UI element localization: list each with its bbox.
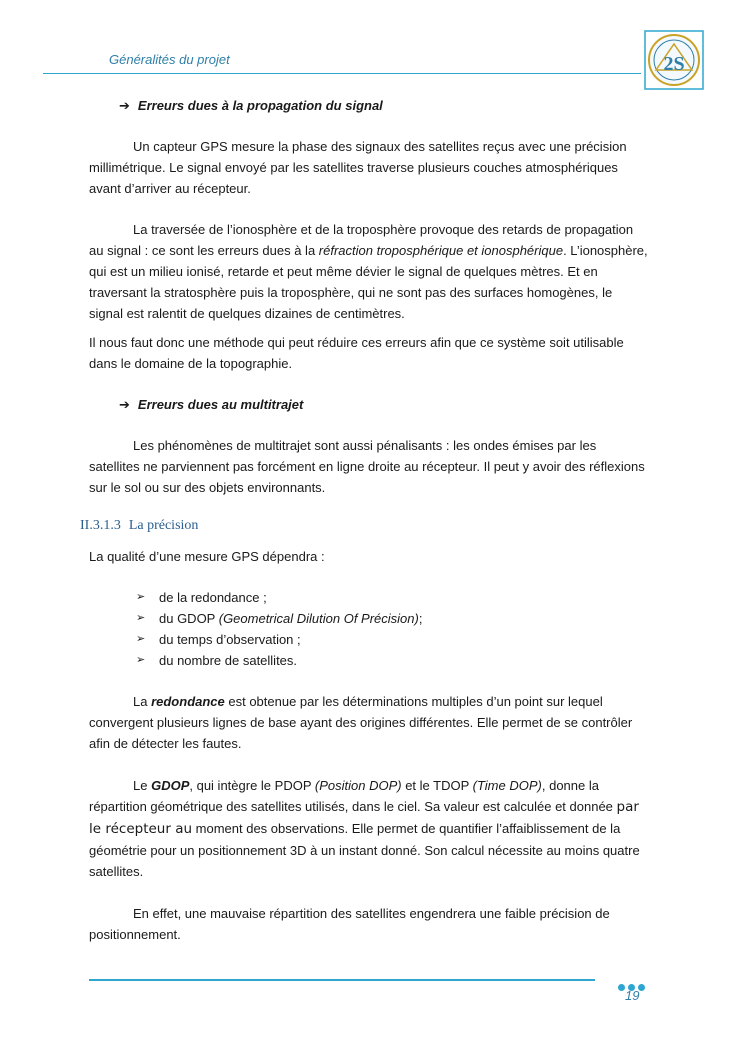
list-item: ➢ du temps d’observation ; xyxy=(136,629,422,650)
paragraph-quality: La qualité d’une mesure GPS dépendra : xyxy=(89,549,325,564)
precision-factors-list xyxy=(136,587,422,671)
paragraph-method: Il nous faut donc une méthode qui peut réduire ces erreurs afin que ce système soit utilisable dans le domaine de la topographie. xyxy=(89,335,624,371)
arrowhead-bullet-icon: ➢ xyxy=(136,591,146,603)
header-rule xyxy=(43,73,641,74)
institution-logo xyxy=(644,30,704,90)
logo-text: 2S xyxy=(663,53,685,75)
paragraph-gdop: Le GDOP, qui intègre le PDOP (Position DOP) et le TDOP (Time DOP), donne la répartition géométrique des satellites utilisés, dans le ciel. Sa valeur est calculée et donnée par le récepteur au moment des observations. Elle permet de quantifier l’affaiblissement de la géométrie pour un positionnement 3D à un instant donné. Son calcul nécessite au moins quatre satellites. xyxy=(89,778,640,879)
paragraph-repartition: En effet, une mauvaise répartition des satellites engendrera une faible précision de positionnement. xyxy=(89,906,610,942)
paragraph-ionosphere: La traversée de l’ionosphère et de la troposphère provoque des retards de propagation au signal : ce sont les erreurs dues à la réfraction troposphérique et ionosphérique. L’ionosphère, qui est un milieu ionisé, retarde et peut même dévier le signal de quelques mètres. Et en traversant la stratosphère puis la troposphère, qui ne sont pas des surfaces homogènes, le signal est ralentit de quelques dizaines de centimètres. xyxy=(89,222,648,321)
arrow-right-icon: ➔ xyxy=(119,98,130,113)
paragraph-multitrajet: Les phénomènes de multitrajet sont aussi pénalisants : les ondes émises par les satellites ne parviennent pas forcément en ligne droite au récepteur. Il peut y avoir des réflexions sur le sol ou sur des objets environnants. xyxy=(89,438,645,495)
heading-multitrajet: ➔ Erreurs dues au multitrajet xyxy=(119,397,304,412)
header-title: Généralités du projet xyxy=(109,52,230,67)
footer-rule xyxy=(89,979,595,981)
paragraph-redondance: La redondance est obtenue par les déterminations multiples d’un point sur lequel convergent plusieurs lignes de base ayant des origines différentes. Elle permet de se contrôler afin de détecter les fautes. xyxy=(89,694,633,751)
arrowhead-bullet-icon: ➢ xyxy=(136,633,146,645)
list-item: ➢ du GDOP (Geometrical Dilution Of Précision); xyxy=(136,608,422,629)
section-heading-precision xyxy=(80,518,198,534)
section-title: La précision xyxy=(128,518,199,533)
section-number: II.3.1.3 xyxy=(80,518,121,533)
arrow-right-icon: ➔ xyxy=(119,397,130,412)
heading-propagation: ➔ Erreurs dues à la propagation du signal xyxy=(119,98,383,113)
page-number: 19 xyxy=(625,988,640,1003)
arrowhead-bullet-icon: ➢ xyxy=(136,654,146,666)
list-item: ➢ de la redondance ; xyxy=(136,587,422,608)
arrowhead-bullet-icon: ➢ xyxy=(136,612,146,624)
list-item: ➢ du nombre de satellites. xyxy=(136,650,422,671)
paragraph-gps-phase: Un capteur GPS mesure la phase des signaux des satellites reçus avec une précision millimétrique. Le signal envoyé par les satellites traverse plusieurs couches atmosphériques avant d’arriver au récepteur. xyxy=(89,139,627,196)
